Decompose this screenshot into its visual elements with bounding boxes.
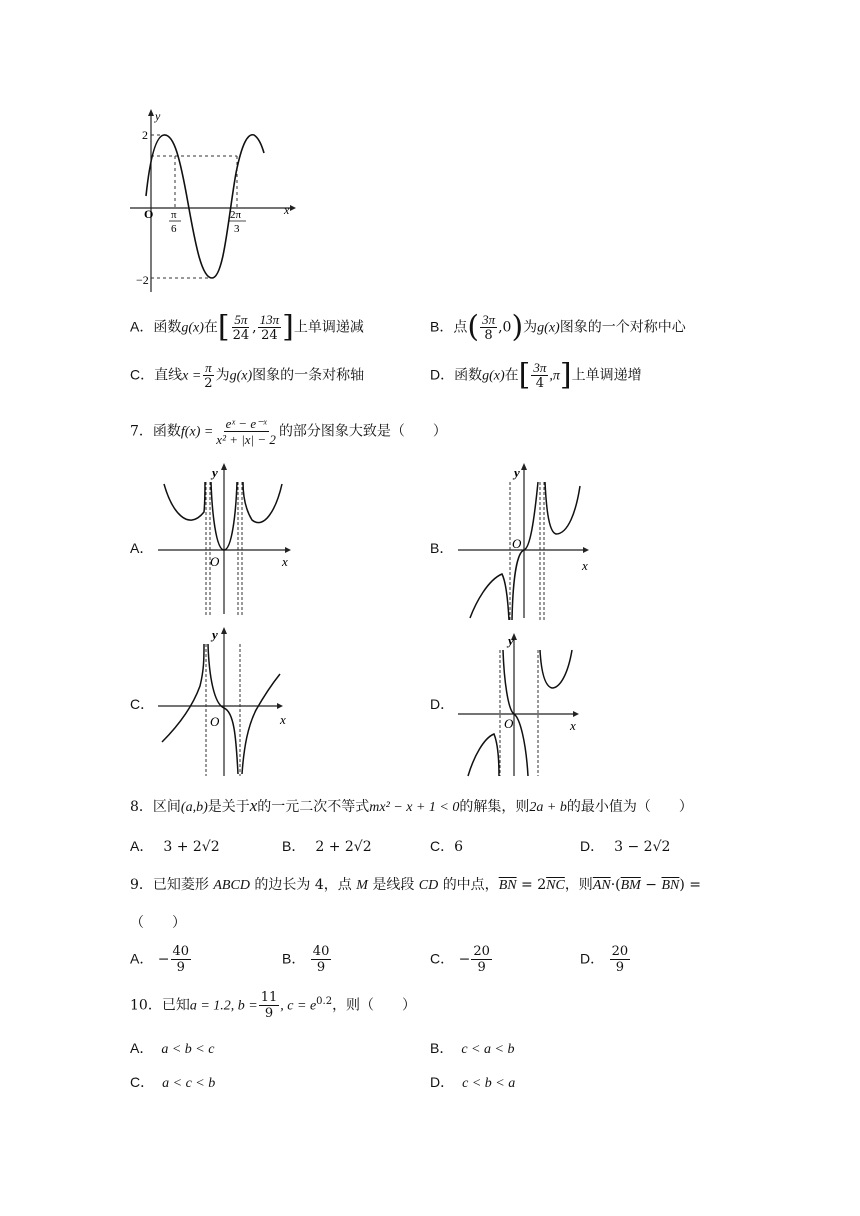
label-three: 3 <box>234 223 240 235</box>
q6-option-a[interactable]: A．函数g(x)在[ $\frac{5\pi}{24}$ , $\frac{13\pi}{24}$ ]上单调递减 <box>130 309 364 345</box>
q10-option-d[interactable]: D． c < b < a <box>430 1074 516 1091</box>
svg-text:O: O <box>504 716 514 731</box>
label-2: 2 <box>142 128 148 142</box>
q7-option-c-label[interactable]: C． <box>130 696 155 712</box>
svg-text:x: x <box>582 558 588 573</box>
svg-text:x: x <box>282 554 288 569</box>
x-axis-arrow <box>290 205 296 211</box>
q6-option-d[interactable]: D．函数g(x)在[ $\frac{3\pi}{4}$ ,π]上单调递增 <box>430 357 642 393</box>
svg-text:y: y <box>212 627 218 642</box>
q9-option-c[interactable]: C． − $\frac{20}{9}$ <box>430 944 490 975</box>
q10-option-b[interactable]: B． c < a < b <box>430 1040 515 1057</box>
label-six: 6 <box>171 223 177 235</box>
q8-stem: 8．区间(a,b)是关于x的一元二次不等式mx² − x + 1 < 0的解集，则2a + b的最小值为（ ） <box>130 796 693 815</box>
svg-text:x: x <box>570 718 576 733</box>
q8-option-a[interactable]: A． 3 + 2√2 <box>130 838 220 855</box>
q7-graph-a[interactable] <box>148 462 298 618</box>
q10-option-a[interactable]: A． a < b < c <box>130 1040 215 1057</box>
q9-option-d[interactable]: D． $\frac{20}{9}$ <box>580 944 629 975</box>
q9-stem: 9．已知菱形 ABCD 的边长为 4，点 M 是线段 CD 的中点，$\overline{BN} = 2\overline{NC}$，则$\overline{AN}\cdot(\overline{BM} - \overline{BN})$ = <box>130 877 702 893</box>
q7-option-b-label[interactable]: B． <box>430 540 454 556</box>
q6-option-c[interactable]: C．直线x = $\frac{\pi}{2}$ 为g(x)图象的一条对称轴 <box>130 360 365 391</box>
label-origin: O <box>144 207 154 221</box>
q7-option-a-label[interactable]: A． <box>130 540 154 556</box>
q8-option-c[interactable]: C．6 <box>430 838 464 855</box>
q7-graph-d[interactable] <box>456 632 584 778</box>
svg-text:O: O <box>512 536 522 551</box>
svg-text:O: O <box>210 554 220 569</box>
label-x: x <box>284 203 290 217</box>
q9-option-b[interactable]: B． $\frac{40}{9}$ <box>282 944 330 975</box>
q6-sine-graph <box>128 108 300 294</box>
q9-answer-paren: （ ） <box>130 915 186 931</box>
q8-option-b[interactable]: B． 2 + 2√2 <box>282 838 372 855</box>
svg-text:y: y <box>508 633 514 648</box>
svg-text:x: x <box>280 712 286 727</box>
q9-option-a[interactable]: A． − $\frac{40}{9}$ <box>130 944 190 975</box>
label-neg2: −2 <box>136 273 149 287</box>
label-pi: π <box>171 209 177 221</box>
q7-graph-b[interactable] <box>456 462 606 622</box>
q6-option-b[interactable]: B．点( $\frac{3\pi}{8}$ ,0)为g(x)图象的一个对称中心 <box>430 309 686 345</box>
y-axis-arrow <box>148 109 154 116</box>
q7-stem: 7．函数f(x) = $\frac{\text{eˣ − e⁻ˣ}}{\text{x² + |x| − 2}}$ 的部分图象大致是（ ） <box>130 416 447 447</box>
svg-text:y: y <box>212 465 218 480</box>
q10-stem: 10．已知a = 1.2, b = $\frac{11}{9}$ , $c = e^{0.2}$，则（ ） <box>130 990 417 1021</box>
q10-option-c[interactable]: C． a < c < b <box>130 1074 216 1091</box>
q7-option-d-label[interactable]: D． <box>430 696 455 712</box>
label-2pi: 2π <box>230 209 242 221</box>
label-y: y <box>155 109 161 123</box>
svg-text:O: O <box>210 714 220 729</box>
q8-option-d[interactable]: D． 3 − 2√2 <box>580 838 671 855</box>
q7-graph-c[interactable] <box>148 626 298 778</box>
svg-text:y: y <box>514 465 520 480</box>
